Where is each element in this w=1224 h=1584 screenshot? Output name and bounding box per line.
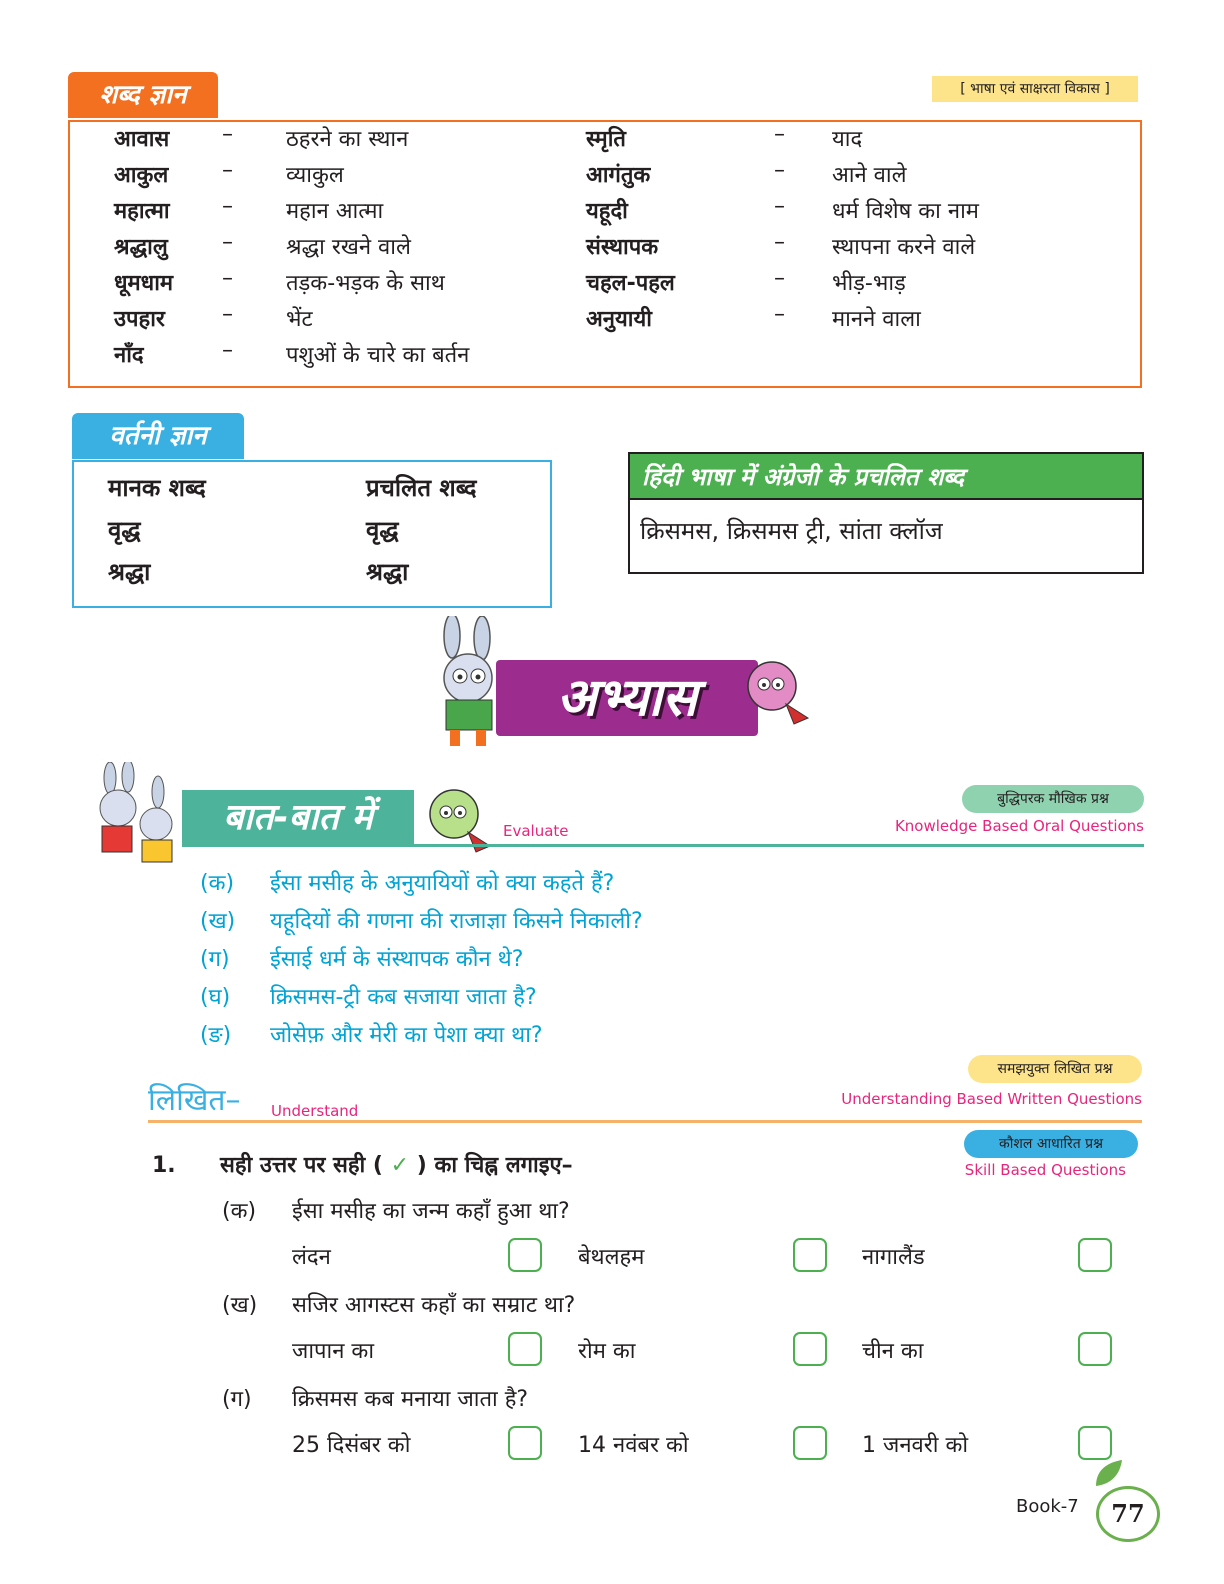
word: नाँद xyxy=(114,343,144,368)
word: यहूदी xyxy=(586,199,628,224)
dash: – xyxy=(222,194,233,219)
question xyxy=(200,1018,543,1054)
oral-question-tag-en: Knowledge Based Oral Questions xyxy=(894,817,1144,835)
baat-baat-mein-title: बात-बात में xyxy=(182,790,414,846)
col-standard: मानक शब्द xyxy=(108,474,206,502)
option-label: बेथलहम xyxy=(578,1245,645,1270)
option-label: रोम का xyxy=(578,1339,636,1364)
option-label: 14 नवंबर को xyxy=(578,1433,689,1458)
word: महात्मा xyxy=(114,199,170,224)
option-label: जापान का xyxy=(292,1339,375,1364)
item-question: सजिर आगस्टस कहाँ का सम्राट था? xyxy=(292,1293,576,1318)
meaning: ठहरने का स्थान xyxy=(286,127,409,152)
meaning: भेंट xyxy=(286,307,313,332)
dash: – xyxy=(222,266,233,291)
written-question-tag: समझयुक्त लिखित प्रश्न xyxy=(968,1055,1142,1083)
dash: – xyxy=(774,194,785,219)
word: चहल-पहल xyxy=(586,271,675,296)
question-number: (ख) xyxy=(200,909,236,934)
vartani-gyan-box xyxy=(72,460,552,608)
page-number: 77 xyxy=(1096,1486,1160,1542)
question-text: यहूदियों की गणना की राजाज्ञा किसने निकाली? xyxy=(270,909,643,934)
question-text: क्रिसमस-ट्री कब सजाया जाता है? xyxy=(270,985,537,1010)
abhyas-banner: अभ्यास xyxy=(496,660,758,736)
dash: – xyxy=(222,338,233,363)
question-number: (घ) xyxy=(200,985,231,1010)
dash: – xyxy=(222,158,233,183)
dash: – xyxy=(222,230,233,255)
option-label: 25 दिसंबर को xyxy=(292,1433,411,1458)
question-number: (क) xyxy=(200,871,235,896)
instruction-text: सही उत्तर पर सही ( xyxy=(220,1153,383,1178)
answer-checkbox[interactable] xyxy=(1078,1238,1112,1272)
oral-question-tag: बुद्धिपरक मौखिक प्रश्न xyxy=(962,785,1144,813)
meaning: तड़क-भड़क के साथ xyxy=(286,271,445,296)
question-text: जोसेफ़ और मेरी का पेशा क्या था? xyxy=(270,1023,543,1048)
answer-checkbox[interactable] xyxy=(508,1332,542,1366)
meaning: मानने वाला xyxy=(832,307,921,332)
english-words-title: हिंदी भाषा में अंग्रेजी के प्रचलित शब्द xyxy=(628,452,1144,498)
word: आगंतुक xyxy=(586,163,651,188)
item-number: (ख) xyxy=(222,1293,258,1318)
meaning: आने वाले xyxy=(832,163,907,188)
item-question: ईसा मसीह का जन्म कहाँ हुआ था? xyxy=(292,1199,570,1224)
col-common: प्रचलित शब्द xyxy=(366,474,477,502)
tick-icon: ✓ xyxy=(390,1153,410,1178)
task-number: 1. xyxy=(152,1153,176,1178)
meaning: भीड़-भाड़ xyxy=(832,271,906,296)
question xyxy=(200,866,614,902)
answer-checkbox[interactable] xyxy=(508,1238,542,1272)
dash: – xyxy=(774,158,785,183)
literacy-tag: [ भाषा एवं साक्षरता विकास ] xyxy=(932,76,1138,102)
item-number: (क) xyxy=(222,1199,257,1224)
question xyxy=(200,942,523,978)
evaluate-label: Evaluate xyxy=(503,822,569,840)
word: उपहार xyxy=(114,307,165,332)
section-rule xyxy=(148,1120,1142,1123)
shabd-gyan-box xyxy=(68,120,1142,388)
answer-checkbox[interactable] xyxy=(793,1238,827,1272)
standard-word: श्रद्धा xyxy=(108,558,151,586)
understand-label: Understand xyxy=(271,1102,359,1120)
answer-checkbox[interactable] xyxy=(1078,1426,1112,1460)
meaning: व्याकुल xyxy=(286,163,344,188)
question-text: ईसा मसीह के अनुयायियों को क्या कहते हैं? xyxy=(270,871,615,896)
task-instruction xyxy=(220,1148,573,1184)
item-question: क्रिसमस कब मनाया जाता है? xyxy=(292,1387,529,1412)
standard-word: वृद्ध xyxy=(108,516,141,544)
skill-question-tag-en: Skill Based Questions xyxy=(964,1161,1126,1179)
pencil-mascot-illustration xyxy=(742,654,812,730)
answer-checkbox[interactable] xyxy=(793,1332,827,1366)
answer-checkbox[interactable] xyxy=(1078,1332,1112,1366)
rabbits-illustration xyxy=(74,762,184,868)
book-label: Book-7 xyxy=(1016,1496,1079,1517)
vartani-gyan-title: वर्तनी ज्ञान xyxy=(72,413,244,459)
likhit-title: लिखित– xyxy=(148,1083,241,1118)
skill-question-tag: कौशल आधारित प्रश्न xyxy=(964,1130,1138,1158)
question xyxy=(200,980,537,1016)
item-number: (ग) xyxy=(222,1387,252,1412)
question-number: (ग) xyxy=(200,947,230,972)
word: अनुयायी xyxy=(586,307,652,332)
word: धूमधाम xyxy=(114,271,174,296)
dash: – xyxy=(774,302,785,327)
dash: – xyxy=(222,122,233,147)
option-label: 1 जनवरी को xyxy=(862,1433,969,1458)
answer-checkbox[interactable] xyxy=(793,1426,827,1460)
dash: – xyxy=(222,302,233,327)
common-word: श्रद्धा xyxy=(366,558,409,586)
instruction-text: ) का चिह्न लगाइए– xyxy=(416,1153,573,1178)
answer-checkbox[interactable] xyxy=(508,1426,542,1460)
dash: – xyxy=(774,230,785,255)
meaning: श्रद्धा रखने वाले xyxy=(286,235,411,260)
meaning: याद xyxy=(832,127,863,152)
leaf-icon xyxy=(1092,1458,1126,1488)
english-words-text: क्रिसमस, क्रिसमस ट्री, सांता क्लॉज xyxy=(628,498,1144,574)
option-label: लंदन xyxy=(292,1245,331,1270)
question-text: ईसाई धर्म के संस्थापक कौन थे? xyxy=(270,947,524,972)
question-number: (ङ) xyxy=(200,1023,232,1048)
meaning: महान आत्मा xyxy=(286,199,384,224)
word: संस्थापक xyxy=(586,235,659,260)
meaning: धर्म विशेष का नाम xyxy=(832,199,979,224)
meaning: स्थापना करने वाले xyxy=(832,235,976,260)
word: आवास xyxy=(114,127,170,152)
section-rule xyxy=(182,844,1144,847)
word: श्रद्धालु xyxy=(114,235,168,260)
shabd-gyan-title: शब्द ज्ञान xyxy=(68,72,218,118)
question xyxy=(200,904,643,940)
option-label: नागालैंड xyxy=(862,1245,925,1270)
word: स्मृति xyxy=(586,127,626,152)
written-question-tag-en: Understanding Based Written Questions xyxy=(841,1090,1142,1108)
dash: – xyxy=(774,266,785,291)
option-label: चीन का xyxy=(862,1339,924,1364)
meaning: पशुओं के चारे का बर्तन xyxy=(286,343,470,368)
dash: – xyxy=(774,122,785,147)
common-word: वृद्ध xyxy=(366,516,399,544)
word: आकुल xyxy=(114,163,169,188)
